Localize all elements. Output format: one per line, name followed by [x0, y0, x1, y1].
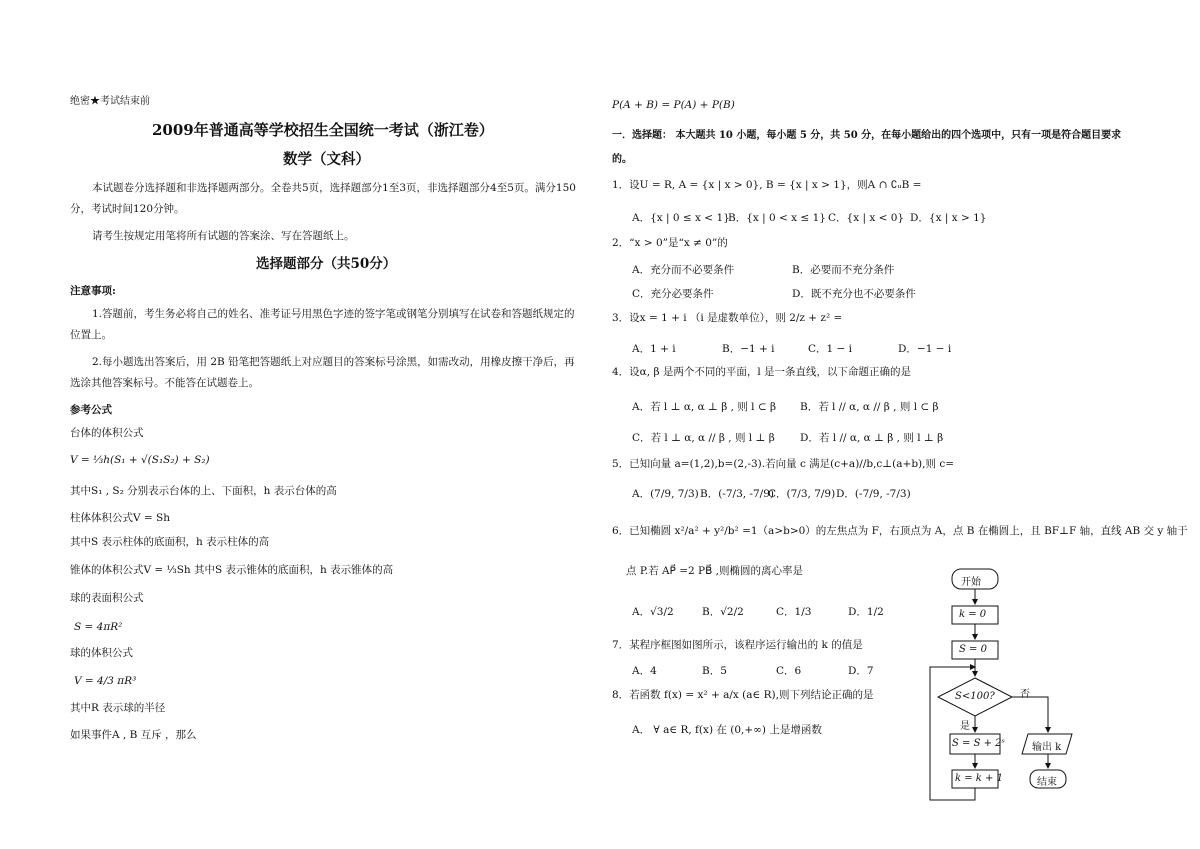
q2-option-c: C．充分必要条件 — [632, 288, 714, 300]
q7-option-b: B．5 — [702, 665, 727, 677]
q6-option-a: A．√3/2 — [632, 606, 674, 618]
flowchart-init-s-label: S = 0 — [959, 644, 987, 655]
exam-title: 2009年普通高等学校招生全国统一考试（浙江卷） — [152, 121, 494, 139]
q4-stem: 4．设α, β 是两个不同的平面，l 是一条直线，以下命题正确的是 — [612, 366, 912, 378]
q4-option-a: A．若 l ⊥ α, α ⊥ β , 则 l ⊂ β — [632, 401, 777, 413]
q1-option-c: C．{x | x < 0} — [828, 212, 905, 224]
formula-frustum-expr: V = ⅓h(S₁ + √(S₁S₂) + S₂) — [70, 454, 210, 466]
secret-label: 绝密★考试结束前 — [70, 96, 150, 107]
formulas-heading: 参考公式 — [70, 404, 112, 416]
formula-mutex-label: 如果事件A , B 互斥 ，那么 — [70, 729, 197, 741]
intro-paragraph: 本试题卷分选择题和非选择题两部分。全卷共5页，选择题部分1至3页，非选择题部分4至5页。满分150分，考试时间120分钟。 — [70, 182, 576, 215]
q4-option-c: C．若 l ⊥ α, α // β , 则 l ⊥ β — [632, 432, 775, 444]
formula-sphere-volume-expr: V = 4/3 πR³ — [74, 675, 137, 687]
flowchart-end-label: 结束 — [1037, 777, 1057, 788]
flowchart-init-k-label: k = 0 — [959, 609, 987, 620]
formula-sphere-area-expr: S = 4πR² — [74, 621, 123, 633]
q3-option-d: D．−1 − i — [898, 343, 952, 355]
q5-option-b: B．(-7/3, -7/9) — [700, 488, 774, 500]
program-flowchart — [912, 566, 1082, 806]
flowchart-start-label: 开始 — [961, 577, 981, 588]
q1-option-b: B．{x | 0 < x ≤ 1} — [728, 212, 826, 224]
q8-option-a: A． ∀ a∈ R, f(x) 在 (0,+∞) 上是增函数 — [632, 724, 822, 736]
formula-prism-note: 其中S 表示柱体的底面积，h 表示柱体的高 — [70, 536, 270, 548]
q2-stem: 2．“x > 0”是“x ≠ 0”的 — [612, 237, 728, 249]
q6-option-c: C．1/3 — [776, 606, 812, 618]
q2-option-a: A．充分而不必要条件 — [632, 264, 735, 276]
q3-option-c: C．1 − i — [808, 343, 853, 355]
q5-stem: 5．已知向量 a=(1,2),b=(2,-3).若向量 c 满足(c+a)//b,c⊥(a+b),则 c= — [612, 458, 955, 470]
flowchart-lines — [912, 566, 1082, 806]
q6-option-d: D．1/2 — [848, 606, 884, 618]
formula-frustum-label: 台体的体积公式 — [70, 427, 144, 439]
q7-option-d: D．7 — [848, 665, 874, 677]
q1-option-a: A．{x | 0 ≤ x < 1} — [632, 212, 730, 224]
q5-option-c: C．(7/3, 7/9) — [768, 488, 836, 500]
flowchart-update-s-label: S = S + 2ˢ — [952, 738, 1005, 749]
q3-stem: 3．设x = 1 + i （i 是虚数单位），则 2/z + z² = — [612, 312, 843, 324]
note-2: 2.每小题选出答案后，用 2B 铅笔把答题纸上对应题目的答案标号涂黑，如需改动，用橡皮擦干净后，再选涂其他答案标号。不能答在试题卷上。 — [70, 356, 575, 389]
formula-sphere-volume-label: 球的体积公式 — [70, 647, 133, 659]
note-1: 1.答题前，考生务必将自己的姓名、准考证号用黑色字迹的签字笔或钢笔分别填写在试卷和答题纸规定的位置上。 — [70, 308, 575, 341]
section-heading: 选择题部分（共50分） — [256, 256, 397, 272]
flowchart-condition-label: S<100? — [955, 691, 995, 702]
flowchart-no-label: 否 — [1020, 689, 1030, 700]
q1-option-d: D．{x | x > 1} — [910, 212, 987, 224]
q4-option-d: D．若 l // α, α ⊥ β , 则 l ⊥ β — [800, 432, 944, 444]
notes-heading: 注意事项: — [70, 285, 116, 297]
q6-stem-continued: 点 P.若 AP⃗ =2 PB⃗ ,则椭圆的离心率是 — [626, 565, 803, 577]
exam-subtitle: 数学（文科） — [283, 151, 370, 168]
formula-cone: 锥体的体积公式V = ⅓Sh 其中S 表示锥体的底面积，h 表示锥体的高 — [70, 564, 394, 576]
q7-option-a: A．4 — [632, 665, 657, 677]
q1-stem: 1．设U = R, A = {x | x > 0}, B = {x | x > 1}，则A ∩ ∁ᵤB = — [612, 179, 922, 191]
q7-option-c: C．6 — [776, 665, 802, 677]
q6-option-b: B．√2/2 — [702, 606, 744, 618]
q5-option-a: A．(7/9, 7/3) — [632, 488, 699, 500]
q3-option-b: B．−1 + i — [722, 343, 775, 355]
q4-option-b: B．若 l // α, α // β , 则 l ⊂ β — [800, 401, 939, 413]
q2-option-d: D．既不充分也不必要条件 — [792, 288, 916, 300]
formula-sphere-area-label: 球的表面积公式 — [70, 592, 144, 604]
q6-stem: 6．已知椭圆 x²/a² + y²/b² =1（a>b>0）的左焦点为 F，右顶点为 A，点 B 在椭圆上，且 BF⊥F 轴，直线 AB 交 y 轴于 — [612, 525, 1188, 537]
formula-sphere-note: 其中R 表示球的半径 — [70, 702, 166, 714]
formula-prism: 柱体体积公式V = Sh — [70, 512, 171, 524]
q8-stem: 8．若函数 f(x) = x² + a/x (a∈ R),则下列结论正确的是 — [612, 689, 874, 701]
part1-heading: 一．选择题： 本大题共 10 小题，每小题 5 分，共 50 分，在每小题给出的四个选项中，只有一项是符合题目要求的。 — [612, 130, 1122, 165]
formula-frustum-note: 其中S₁ , S₂ 分别表示台体的上、下面积，h 表示台体的高 — [70, 485, 337, 497]
intro-instructions: 请考生按规定用笔将所有试题的答案涂、写在答题纸上。 — [92, 230, 355, 242]
q5-option-d: D．(-7/9, -7/3) — [836, 488, 911, 500]
q2-option-b: B．必要而不充分条件 — [792, 264, 895, 276]
flowchart-output-label: 输出 k — [1032, 742, 1062, 753]
flowchart-yes-label: 是 — [960, 721, 970, 732]
formula-mutex-expr: P(A + B) = P(A) + P(B) — [612, 99, 735, 111]
flowchart-update-k-label: k = k + 1 — [955, 773, 1003, 784]
q3-option-a: A．1 + i — [632, 343, 676, 355]
q7-stem: 7．某程序框图如图所示，该程序运行输出的 k 的值是 — [612, 639, 863, 651]
